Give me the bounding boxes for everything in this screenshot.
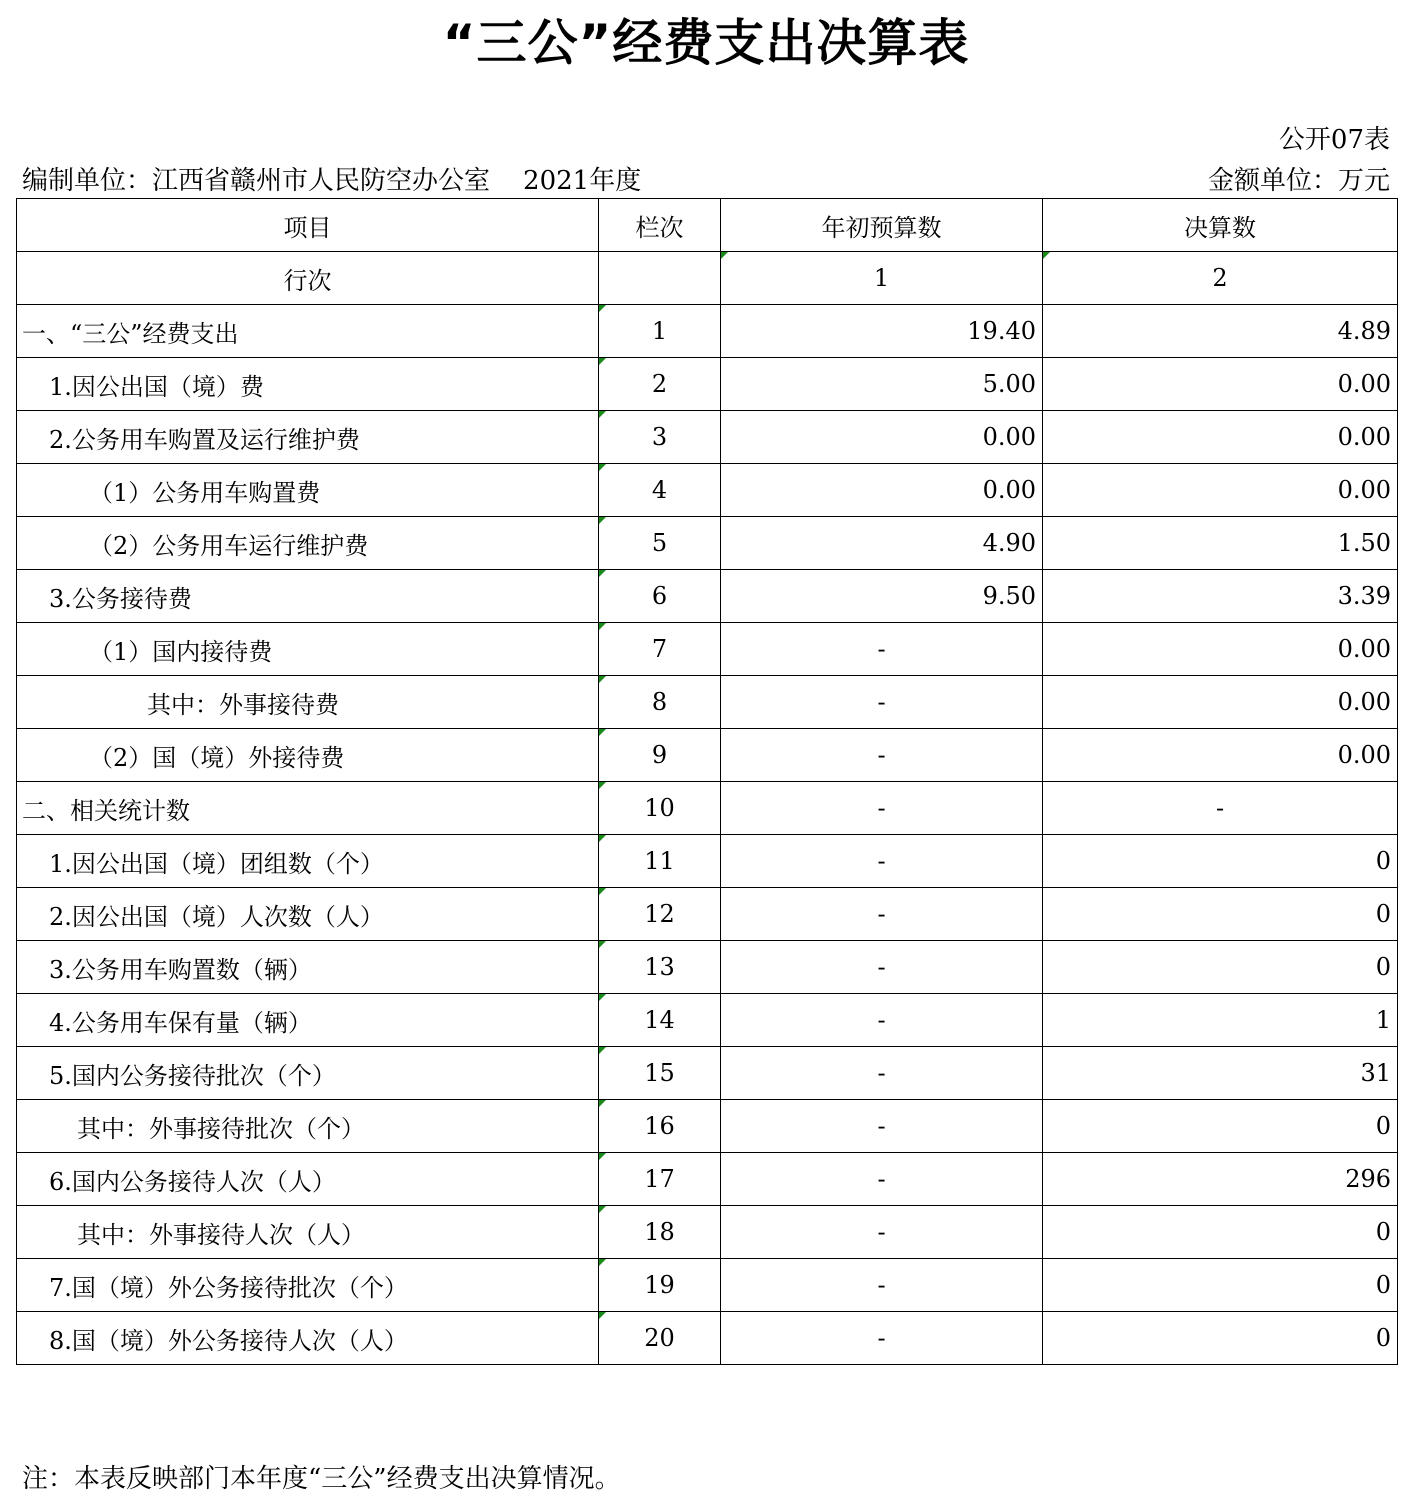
row-budget-value: 19.40 [721, 305, 1043, 358]
row-number: 10 [599, 782, 721, 835]
row-actual-value: 0.00 [1043, 676, 1398, 729]
table-row [17, 1259, 1398, 1312]
row-number: 7 [599, 623, 721, 676]
row-item-label: 一、“三公”经费支出 [17, 305, 599, 358]
row-number: 9 [599, 729, 721, 782]
row-actual-value: 0 [1043, 888, 1398, 941]
expenditure-table [16, 198, 1398, 1365]
row-budget-value: - [721, 888, 1043, 941]
row-actual-value: 296 [1043, 1153, 1398, 1206]
row-actual-value: 0 [1043, 941, 1398, 994]
row-number: 19 [599, 1259, 721, 1312]
table-header-row [17, 199, 1398, 252]
row-number: 17 [599, 1153, 721, 1206]
subheader-item: 行次 [17, 252, 599, 305]
row-item-label: （1）公务用车购置费 [17, 464, 599, 517]
row-number: 1 [599, 305, 721, 358]
row-actual-value: 0 [1043, 835, 1398, 888]
header-row-no: 栏次 [599, 199, 721, 252]
row-actual-value: 0 [1043, 1312, 1398, 1365]
row-item-label: 8.国（境）外公务接待人次（人） [17, 1312, 599, 1365]
row-actual-value: 0.00 [1043, 729, 1398, 782]
row-item-label: 5.国内公务接待批次（个） [17, 1047, 599, 1100]
header-item: 项目 [17, 199, 599, 252]
row-budget-value: 4.90 [721, 517, 1043, 570]
row-budget-value: - [721, 941, 1043, 994]
row-item-label: （2）公务用车运行维护费 [17, 517, 599, 570]
subheader-actual: 2 [1043, 252, 1398, 305]
row-item-label: 3.公务用车购置数（辆） [17, 941, 599, 994]
table-row [17, 464, 1398, 517]
row-budget-value: 9.50 [721, 570, 1043, 623]
row-item-label: 7.国（境）外公务接待批次（个） [17, 1259, 599, 1312]
table-row [17, 1206, 1398, 1259]
row-item-label: 1.因公出国（境）团组数（个） [17, 835, 599, 888]
row-actual-value: 1.50 [1043, 517, 1398, 570]
row-number: 11 [599, 835, 721, 888]
row-number: 16 [599, 1100, 721, 1153]
table-row [17, 888, 1398, 941]
row-number: 5 [599, 517, 721, 570]
table-row [17, 570, 1398, 623]
row-number: 2 [599, 358, 721, 411]
row-number: 18 [599, 1206, 721, 1259]
row-budget-value: - [721, 729, 1043, 782]
row-number: 8 [599, 676, 721, 729]
row-number: 3 [599, 411, 721, 464]
subheader-row-no [599, 252, 721, 305]
compiling-unit: 编制单位：江西省赣州市人民防空办公室 2021年度 [22, 166, 642, 196]
row-actual-value: 3.39 [1043, 570, 1398, 623]
table-row [17, 358, 1398, 411]
row-number: 15 [599, 1047, 721, 1100]
row-actual-value: 0 [1043, 1100, 1398, 1153]
table-row [17, 1153, 1398, 1206]
row-budget-value: - [721, 994, 1043, 1047]
subheader-budget: 1 [721, 252, 1043, 305]
row-number: 14 [599, 994, 721, 1047]
table-row [17, 517, 1398, 570]
row-actual-value: 0.00 [1043, 411, 1398, 464]
row-budget-value: - [721, 1259, 1043, 1312]
row-item-label: 1.因公出国（境）费 [17, 358, 599, 411]
table-row [17, 1100, 1398, 1153]
row-item-label: 二、相关统计数 [17, 782, 599, 835]
row-actual-value: 0 [1043, 1259, 1398, 1312]
row-budget-value: 0.00 [721, 411, 1043, 464]
row-item-label: 4.公务用车保有量（辆） [17, 994, 599, 1047]
row-budget-value: - [721, 835, 1043, 888]
row-budget-value: - [721, 1206, 1043, 1259]
header-actual: 决算数 [1043, 199, 1398, 252]
row-item-label: （1）国内接待费 [17, 623, 599, 676]
row-actual-value: - [1043, 782, 1398, 835]
row-budget-value: - [721, 676, 1043, 729]
row-actual-value: 1 [1043, 994, 1398, 1047]
table-row [17, 782, 1398, 835]
row-item-label: 其中：外事接待批次（个） [17, 1100, 599, 1153]
footnote: 注：本表反映部门本年度“三公”经费支出决算情况。 [22, 1464, 621, 1494]
row-budget-value: - [721, 1100, 1043, 1153]
page-title: “三公”经费支出决算表 [442, 14, 970, 72]
header-budget: 年初预算数 [721, 199, 1043, 252]
row-item-label: 3.公务接待费 [17, 570, 599, 623]
row-budget-value: - [721, 1047, 1043, 1100]
table-row [17, 623, 1398, 676]
row-budget-value: - [721, 782, 1043, 835]
row-item-label: 2.公务用车购置及运行维护费 [17, 411, 599, 464]
row-number: 20 [599, 1312, 721, 1365]
row-item-label: 其中：外事接待费 [17, 676, 599, 729]
row-item-label: （2）国（境）外接待费 [17, 729, 599, 782]
table-row [17, 835, 1398, 888]
row-actual-value: 0 [1043, 1206, 1398, 1259]
row-actual-value: 0.00 [1043, 464, 1398, 517]
row-item-label: 其中：外事接待人次（人） [17, 1206, 599, 1259]
table-row [17, 994, 1398, 1047]
row-budget-value: - [721, 1312, 1043, 1365]
row-item-label: 2.因公出国（境）人次数（人） [17, 888, 599, 941]
table-row [17, 729, 1398, 782]
row-number: 12 [599, 888, 721, 941]
table-row [17, 1047, 1398, 1100]
table-row [17, 676, 1398, 729]
row-budget-value: - [721, 1153, 1043, 1206]
table-subheader-row [17, 252, 1398, 305]
row-budget-value: 5.00 [721, 358, 1043, 411]
row-number: 13 [599, 941, 721, 994]
table-row [17, 411, 1398, 464]
row-number: 6 [599, 570, 721, 623]
row-actual-value: 4.89 [1043, 305, 1398, 358]
amount-unit: 金额单位：万元 [1207, 166, 1390, 196]
row-actual-value: 0.00 [1043, 358, 1398, 411]
table-row [17, 305, 1398, 358]
table-row [17, 1312, 1398, 1365]
row-number: 4 [599, 464, 721, 517]
form-number: 公开07表 [1278, 125, 1390, 155]
row-actual-value: 0.00 [1043, 623, 1398, 676]
row-actual-value: 31 [1043, 1047, 1398, 1100]
table-row [17, 941, 1398, 994]
table-body [17, 305, 1398, 1365]
row-budget-value: 0.00 [721, 464, 1043, 517]
row-budget-value: - [721, 623, 1043, 676]
row-item-label: 6.国内公务接待人次（人） [17, 1153, 599, 1206]
